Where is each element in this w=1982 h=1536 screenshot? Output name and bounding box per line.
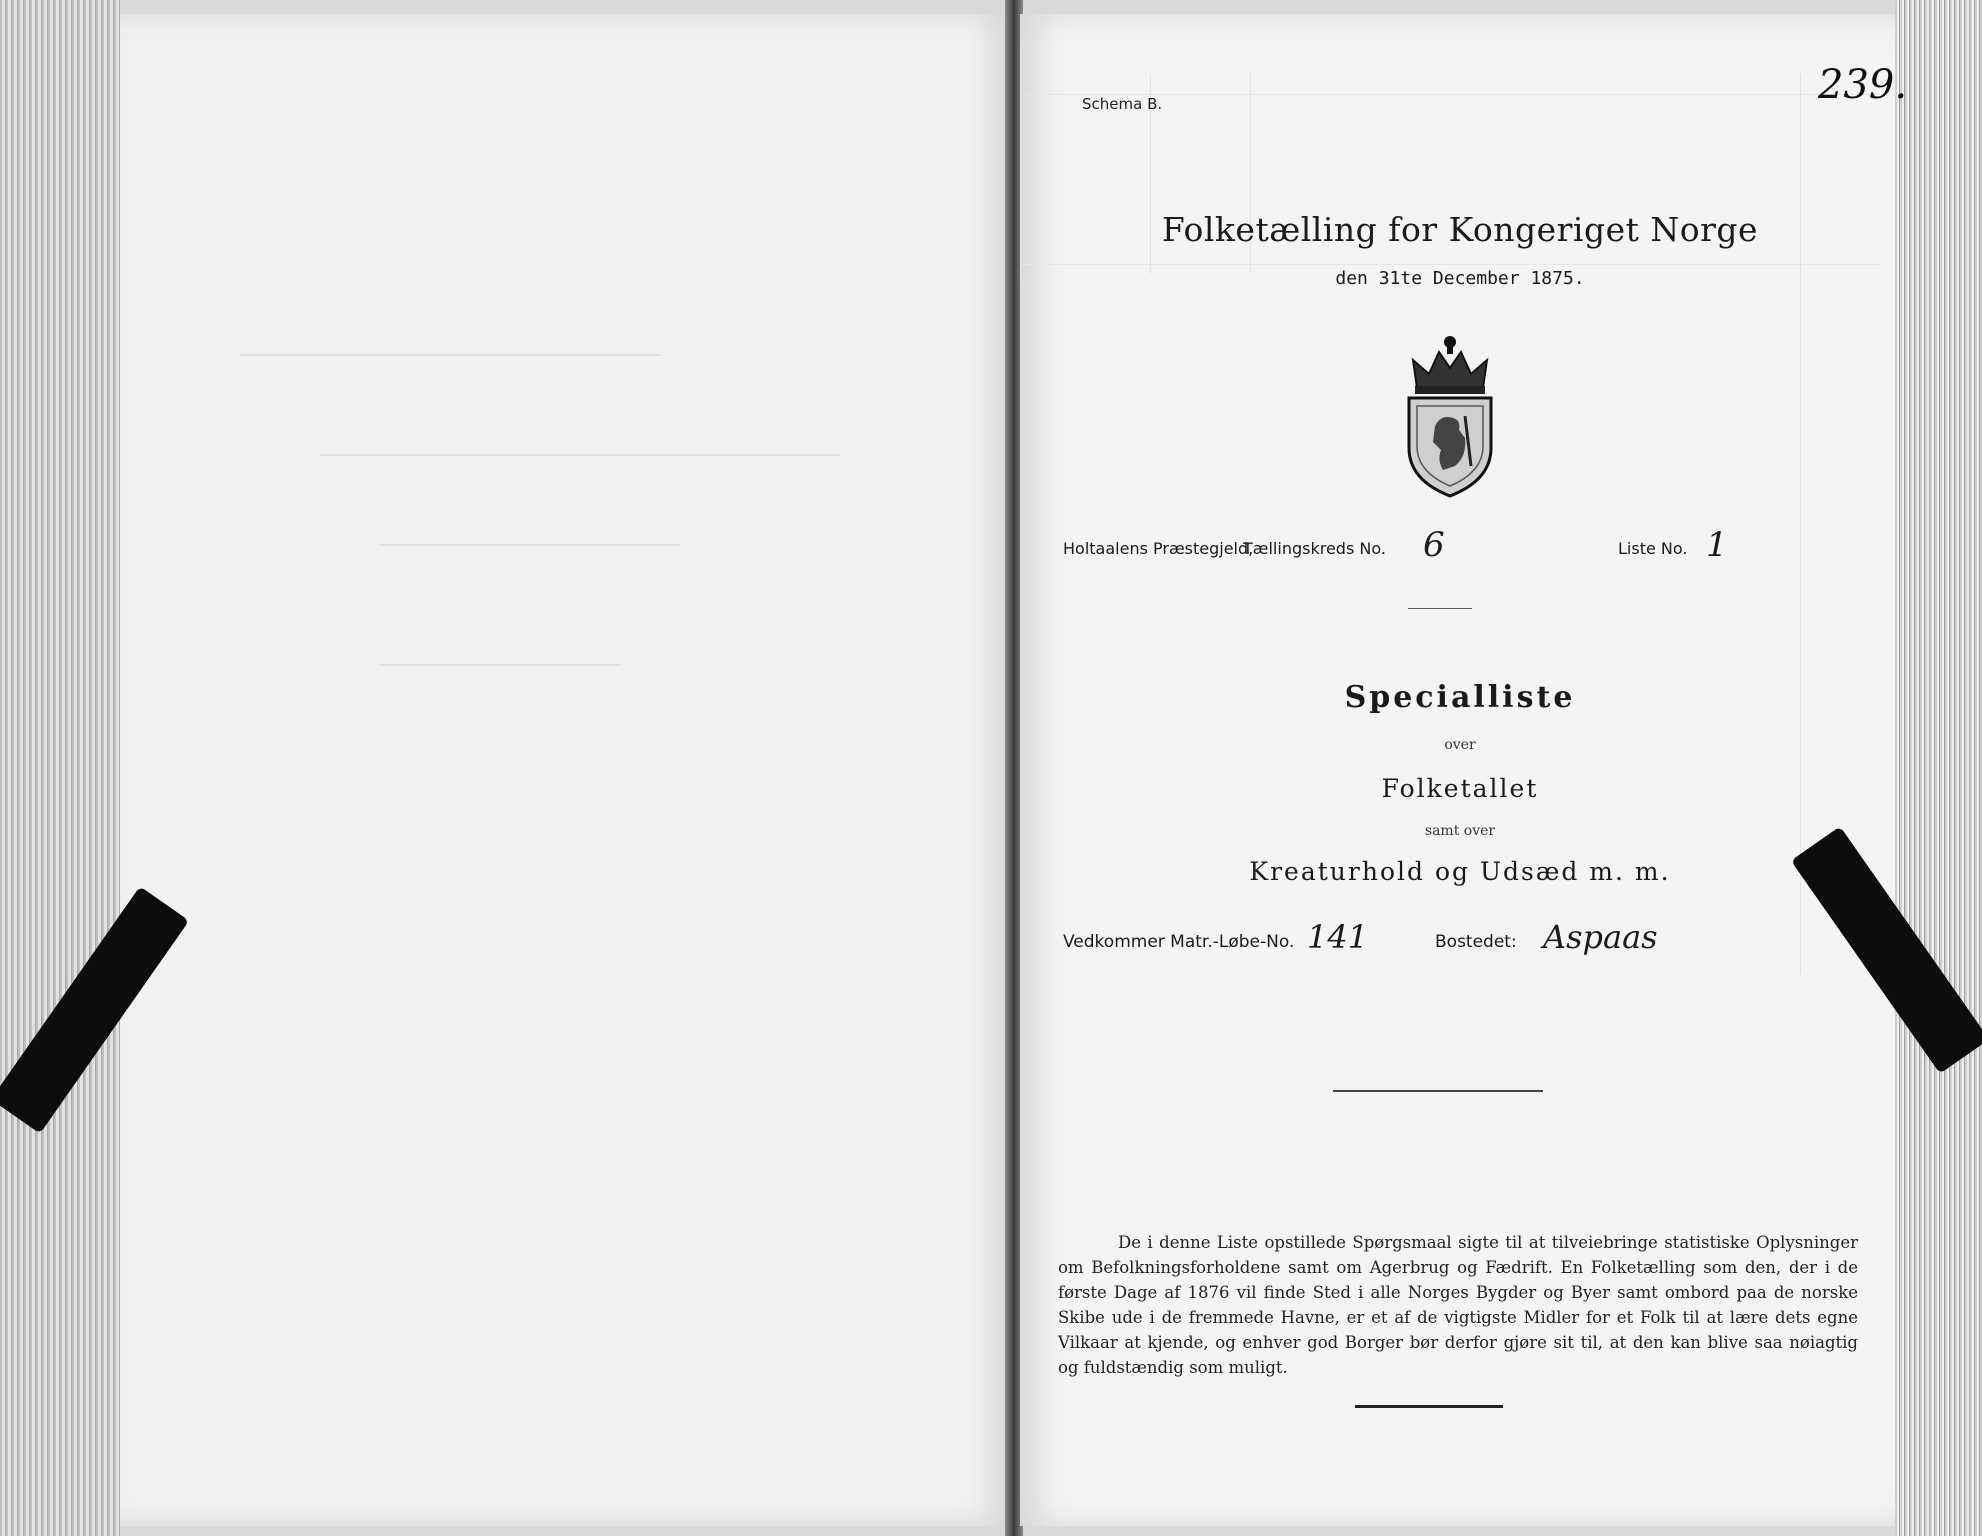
bosted-value: Aspaas <box>1543 918 1658 956</box>
matr-line <box>1063 918 1893 962</box>
list-label: Liste No. <box>1618 539 1688 558</box>
page-heading: Folketælling for Kongeriget Norge <box>1161 210 1759 249</box>
document-title: Specialliste <box>1344 680 1576 715</box>
matr-label: Vedkommer Matr.-Løbe-No. <box>1063 932 1295 952</box>
livestock-line: Kreaturhold og Udsæd m. m. <box>1249 857 1671 886</box>
parish-label: Holtaalens Præstegjeld, <box>1063 539 1254 558</box>
left-page-blank <box>120 14 1010 1526</box>
district-number: 6 <box>1423 525 1445 565</box>
word-folketallet: Folketallet <box>1381 774 1539 803</box>
divider-middle <box>1333 1090 1543 1092</box>
divider-short <box>1408 608 1472 609</box>
page-subheading: den 31te December 1875. <box>1335 268 1585 289</box>
matr-number: 141 <box>1307 918 1369 956</box>
schema-label: Schema B. <box>1082 95 1163 113</box>
list-number: 1 <box>1706 525 1728 565</box>
right-page-stack <box>1895 0 1982 1536</box>
bosted-label: Bostedet: <box>1435 932 1517 952</box>
word-over: over <box>1444 737 1476 753</box>
divider-bottom <box>1355 1405 1503 1408</box>
district-line <box>1063 525 1893 565</box>
left-page-stack <box>0 0 120 1536</box>
coat-of-arms-icon <box>1395 330 1505 500</box>
explanatory-paragraph: De i denne Liste opstillede Spørgsmaal sigte til at tilveiebringe statistiske Oplysninger om Befolkningsforholdene samt om Agerbrug og Fædrift. En Folketælling som den, der i de første Dage af 1876 vil finde Sted i alle Norges Bygder og Byer samt ombord paa de norske Skibe ude i de fremmede Havne, er et af de vigtigste Midler for et Folk til at lære dets egne Vilkaar at kjende, og enhver god Borger bør derfor gjøre sit til, at den kan blive saa nøiagtig og fuldstændig som muligt. <box>1058 1233 1858 1377</box>
page-number: 239. <box>1818 62 1908 108</box>
word-samt-over: samt over <box>1424 823 1496 839</box>
district-label: Tællingskreds No. <box>1243 539 1386 558</box>
